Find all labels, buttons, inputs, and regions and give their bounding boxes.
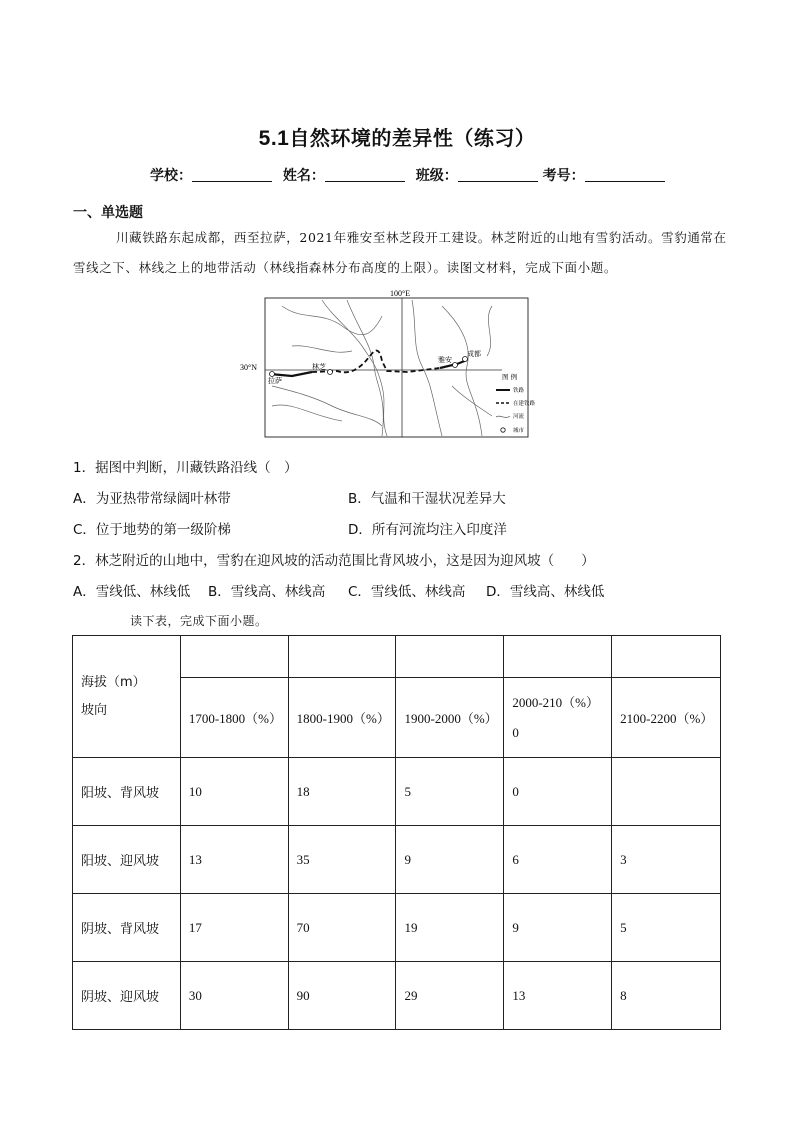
empty-header-cell bbox=[504, 636, 612, 678]
table-row bbox=[73, 826, 721, 894]
q2-option-c[interactable]: C．雪线低、林线高 bbox=[348, 584, 466, 600]
city-lhasa-label: 拉萨 bbox=[268, 377, 282, 385]
table-cell: 35 bbox=[288, 826, 396, 894]
exam-number-field[interactable] bbox=[585, 167, 665, 182]
city-yaan-label: 雅安 bbox=[438, 356, 452, 364]
legend-title: 图 例 bbox=[502, 373, 518, 381]
elevation-distribution-table bbox=[72, 635, 721, 1030]
table-cell: 19 bbox=[396, 894, 504, 962]
table-cell: 70 bbox=[288, 894, 396, 962]
table-cell: 29 bbox=[396, 962, 504, 1030]
header-cell: 2000-210（%） 0 bbox=[504, 678, 612, 758]
table-cell: 5 bbox=[396, 758, 504, 826]
header-cell: 2100-2200（%） bbox=[612, 678, 721, 758]
table-corner-cell bbox=[73, 636, 181, 758]
q2-option-d[interactable]: D．雪线高、林线低 bbox=[486, 584, 605, 600]
table-cell: 30 bbox=[180, 962, 288, 1030]
table-cell: 3 bbox=[612, 826, 721, 894]
table-row bbox=[73, 962, 721, 1030]
city-yaan-marker bbox=[453, 363, 458, 368]
table-cell: 13 bbox=[180, 826, 288, 894]
legend-railway: 铁路 bbox=[513, 388, 525, 394]
table-cell: 0 bbox=[504, 758, 612, 826]
question-2-stem: 2．林芝附近的山地中，雪豹在迎风坡的活动范围比背风坡小，这是因为迎风坡（ ） bbox=[73, 553, 595, 569]
row-label: 阴坡、背风坡 bbox=[73, 894, 181, 962]
class-field[interactable] bbox=[458, 167, 538, 182]
table-cell: 10 bbox=[180, 758, 288, 826]
table-cell: 9 bbox=[504, 894, 612, 962]
student-info-row bbox=[150, 165, 665, 185]
table-cell: 90 bbox=[288, 962, 396, 1030]
corner-aspect-label: 坡向 bbox=[81, 702, 108, 718]
page-title bbox=[0, 122, 794, 151]
table-cell: 9 bbox=[396, 826, 504, 894]
header-cell: 1900-2000（%） bbox=[396, 678, 504, 758]
row-label: 阳坡、背风坡 bbox=[73, 758, 181, 826]
q2-option-a[interactable]: A．雪线低、林线低 bbox=[73, 584, 191, 600]
legend-city-swatch bbox=[501, 428, 505, 432]
header-cell: 1700-1800（%） bbox=[180, 678, 288, 758]
legend-construction: 在建铁路 bbox=[513, 401, 536, 407]
table-row bbox=[73, 758, 721, 826]
city-nyingchi-label: 林芝 bbox=[312, 363, 326, 371]
table-cell bbox=[612, 758, 721, 826]
question-1-stem: 1．据图中判断，川藏铁路沿线（ ） bbox=[73, 460, 298, 476]
city-chengdu-label: 成都 bbox=[467, 350, 481, 358]
row-label: 阳坡、迎风坡 bbox=[73, 826, 181, 894]
class-label: 班级： bbox=[415, 168, 458, 184]
table-cell: 8 bbox=[612, 962, 721, 1030]
header-cell: 1800-1900（%） bbox=[288, 678, 396, 758]
corner-elevation-label: 海拔（m） bbox=[81, 674, 146, 690]
legend-river: 河流 bbox=[513, 414, 525, 420]
table-intro: 读下表，完成下面小题。 bbox=[130, 614, 268, 628]
table-cell: 13 bbox=[504, 962, 612, 1030]
city-lhasa-marker bbox=[270, 372, 275, 377]
table-header-spacer-row bbox=[73, 636, 721, 678]
title-number: 5.1 bbox=[258, 127, 290, 150]
empty-header-cell bbox=[396, 636, 504, 678]
table-cell: 6 bbox=[504, 826, 612, 894]
legend-city: 城市 bbox=[513, 428, 525, 434]
sichuan-tibet-railway-map bbox=[240, 286, 536, 438]
table-row bbox=[73, 894, 721, 962]
school-field[interactable] bbox=[192, 167, 272, 182]
latitude-label: 30°N bbox=[240, 363, 257, 372]
intro-paragraph: 川藏铁路东起成都，西至拉萨，2021年雅安至林芝段开工建设。林芝附近的山地有雪豹活动。雪豹通常在雪线之下、林线之上的地带活动（林线指森林分布高度的上限）。读图文材料，完成下面小题。 bbox=[73, 230, 727, 275]
q1-option-a[interactable]: A．为亚热带常绿阔叶林带 bbox=[73, 491, 231, 507]
q2-option-b[interactable]: B．雪线高、林线高 bbox=[208, 584, 326, 600]
table-cell: 17 bbox=[180, 894, 288, 962]
title-text: 自然环境的差异性（练习） bbox=[289, 126, 536, 150]
name-field[interactable] bbox=[325, 167, 405, 182]
empty-header-cell bbox=[180, 636, 288, 678]
name-label: 姓名： bbox=[282, 168, 325, 184]
section-heading: 一、单选题 bbox=[73, 205, 143, 221]
exam-label: 考号： bbox=[542, 168, 585, 184]
table-cell: 18 bbox=[288, 758, 396, 826]
empty-header-cell bbox=[288, 636, 396, 678]
q1-option-b[interactable]: B．气温和干湿状况差异大 bbox=[348, 491, 506, 507]
school-label: 学校： bbox=[150, 168, 192, 184]
city-nyingchi-marker bbox=[328, 370, 333, 375]
q1-option-d[interactable]: D．所有河流均注入印度洋 bbox=[348, 522, 507, 538]
empty-header-cell bbox=[612, 636, 721, 678]
longitude-label: 100°E bbox=[390, 289, 411, 298]
q1-option-c[interactable]: C．位于地势的第一级阶梯 bbox=[73, 522, 231, 538]
table-cell: 5 bbox=[612, 894, 721, 962]
row-label: 阴坡、迎风坡 bbox=[73, 962, 181, 1030]
